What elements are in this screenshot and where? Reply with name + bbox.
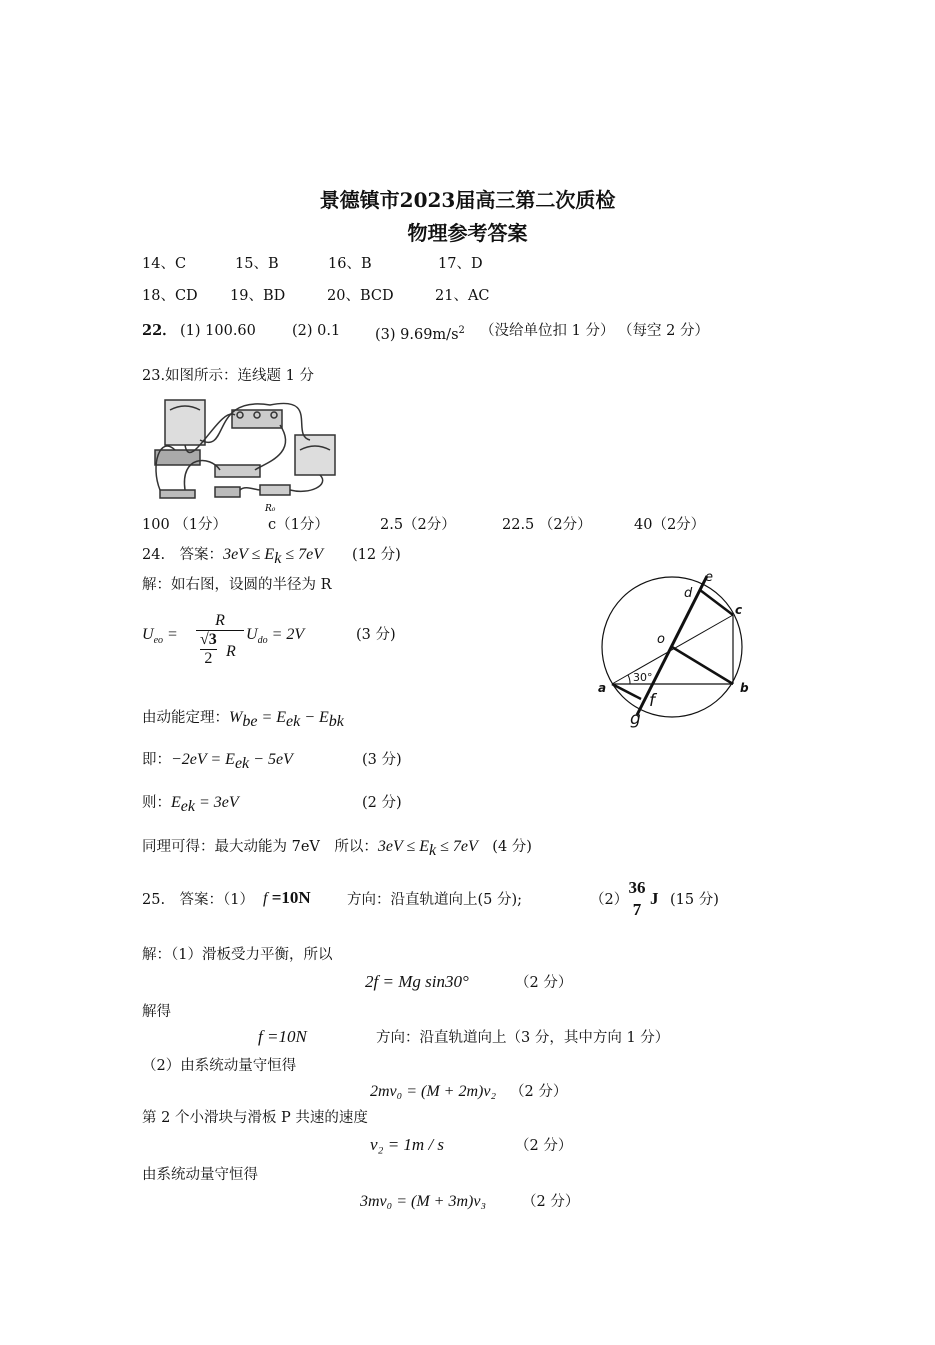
choice-answer: 17、D (438, 256, 483, 272)
q25-answer2-points: (15 分) (670, 892, 719, 908)
eq-label: 由动能定理： (142, 710, 229, 726)
q23-answer: 100 （1分） (142, 517, 228, 533)
q24-formula-rest: ≤ 7eV (281, 546, 323, 563)
point-a-label: a (598, 681, 607, 695)
eq-symbol: −2eV = E (171, 751, 235, 768)
eq-label: 则： (142, 795, 171, 811)
q25-answer2-label: （2） (590, 892, 629, 908)
q24-answer-label: 24. 答案： (142, 547, 224, 563)
eq-symbol: − 5eV (249, 751, 293, 768)
eq-symbol: W (229, 709, 243, 726)
eq-symbol: U (246, 626, 258, 643)
eq-subscript: k (429, 841, 437, 859)
q25-eq3: 2mv₀ = (M + 2m)v₂ (370, 1083, 497, 1100)
eq-symbol: 3eV ≤ E (377, 838, 430, 855)
q23-intro: 23.如图所示：连线题 1 分 (142, 368, 315, 384)
q24-eq4 (142, 794, 239, 816)
q24-answer (142, 546, 401, 568)
point-g-label: g (630, 709, 641, 729)
eq-symbol: = 3eV (194, 794, 239, 811)
eq-symbol: E (171, 794, 181, 811)
q25-solution4: 第 2 个小滑块与滑板 P 共速的速度 (142, 1110, 368, 1126)
q24-eq1-fraction (196, 612, 244, 668)
choice-answer: 19、BD (230, 288, 286, 304)
q24-eq1-points: (3 分) (356, 627, 396, 643)
document-title: 景德镇市2023届高三第二次质检 (319, 188, 616, 212)
q24-eq3-points: (3 分) (362, 752, 402, 768)
eq-symbol: − E (300, 709, 329, 726)
q23-answer: 2.5（2分） (380, 517, 456, 533)
document-subtitle: 物理参考答案 (407, 221, 528, 245)
q25-eq5: 3mv₀ = (M + 3m)v₃ (360, 1193, 487, 1210)
q22-part3-exponent: 2 (458, 325, 465, 336)
q25-eq1: 2f = Mg sin30° (365, 972, 469, 991)
fraction-denominator: 7 (632, 900, 642, 919)
eq-subscript: ek (286, 712, 301, 730)
sqrt3: √3 (200, 631, 217, 648)
radius-symbol: R (226, 643, 236, 660)
q22-note-points: （每空 2 分） (618, 323, 709, 339)
q25-answer2-unit: J (650, 889, 659, 908)
q25-solution1: 解：（1）滑板受力平衡，所以 (142, 947, 333, 963)
q24-points: (12 分) (351, 547, 401, 563)
fraction-numerator: R (215, 612, 225, 629)
eq-symbol: ≤ 7eV (436, 838, 478, 855)
resistor-label: R₀ (265, 504, 276, 514)
point-f-label: f (649, 691, 655, 711)
q24-eq4-points: (2 分) (362, 795, 402, 811)
q25-answer1-direction: 方向：沿直轨道向上(5 分); (347, 892, 523, 908)
q25-eq1-points: （2 分） (515, 975, 573, 991)
q25-answer1 (263, 889, 311, 908)
q24-formula: 3eV ≤ E (223, 546, 275, 563)
q24-eq5-points: (4 分) (492, 839, 532, 855)
eq-subscript: do (257, 635, 268, 647)
choice-answer: 20、BCD (327, 288, 394, 304)
point-o-label: o (657, 632, 665, 647)
fraction-numerator: 36 (628, 878, 646, 897)
eq-symbol: f (263, 890, 268, 907)
eq-label: 即： (142, 752, 171, 768)
q22-note-unit: （没给单位扣 1 分） (480, 323, 615, 339)
eq-subscript: eo (153, 635, 164, 647)
q22-part1: (1) 100.60 (180, 323, 256, 339)
q25-eq4-points: （2 分） (515, 1138, 573, 1154)
q22-part3 (375, 322, 465, 344)
q25-eq4: v₂ = 1m / s (370, 1135, 445, 1154)
q24-eq1-lhs: $U_{eo}$ = (142, 626, 178, 647)
choice-answer: 16、B (328, 256, 372, 272)
fraction-denominator (196, 631, 244, 668)
choice-answer: 15、B (235, 256, 279, 272)
circuit-wiring-figure (140, 395, 340, 515)
q23-answer: c（1分） (268, 517, 329, 533)
eq-symbol: = E (257, 709, 287, 726)
eq-subscript: ek (234, 754, 250, 772)
q22-number: 22． (142, 322, 177, 339)
q25-solution3: （2）由系统动量守恒得 (142, 1058, 297, 1074)
q23-answer: 22.5 （2分） (502, 517, 592, 533)
point-e-label: e (705, 570, 713, 585)
q24-solution-intro: 解：如右图，设圆的半径为 R (142, 577, 332, 593)
point-b-label: b (740, 681, 749, 695)
q24-formula-sub: k (274, 549, 282, 567)
angle-label: 30° (633, 671, 653, 684)
point-d-label: d (684, 586, 693, 601)
circle-geometry-figure (590, 560, 760, 730)
q24-eq1-rhs (246, 626, 304, 650)
q25-eq2: f =10N (258, 1027, 307, 1046)
q24-eq5 (142, 838, 532, 860)
eq-subscript: be (242, 712, 258, 730)
q24-eq3 (142, 751, 293, 773)
q25-solution5: 由系统动量守恒得 (142, 1167, 258, 1183)
q25-eq3-points: （2 分） (510, 1084, 568, 1100)
choice-answer: 14、C (142, 256, 187, 272)
choice-answer: 21、AC (435, 288, 490, 304)
q25-answer-label: 25. 答案：（1） (142, 892, 255, 908)
eq-subscript: ek (180, 797, 195, 815)
eq-result: = 2V (271, 626, 305, 643)
q23-answer: 40（2分） (634, 517, 706, 533)
q25-solution2: 解得 (142, 1004, 171, 1020)
two: 2 (200, 649, 217, 668)
point-c-label: c (735, 603, 743, 617)
choice-answer: 18、CD (142, 288, 198, 304)
q25-eq2-direction: 方向：沿直轨道向上（3 分，其中方向 1 分） (376, 1030, 670, 1046)
q24-eq2 (142, 709, 344, 731)
eq-label: 同理可得：最大动能为 7eV 所以： (142, 839, 378, 855)
q25-eq5-points: （2 分） (522, 1194, 580, 1210)
eq-value: =10N (267, 888, 311, 907)
q22-part2: (2) 0.1 (292, 323, 341, 339)
q22-part3-value: (3) 9.69m/s (375, 326, 459, 343)
q25-answer2-fraction (626, 878, 648, 920)
eq-subscript: bk (328, 712, 344, 730)
eq-symbol: U (142, 626, 154, 643)
